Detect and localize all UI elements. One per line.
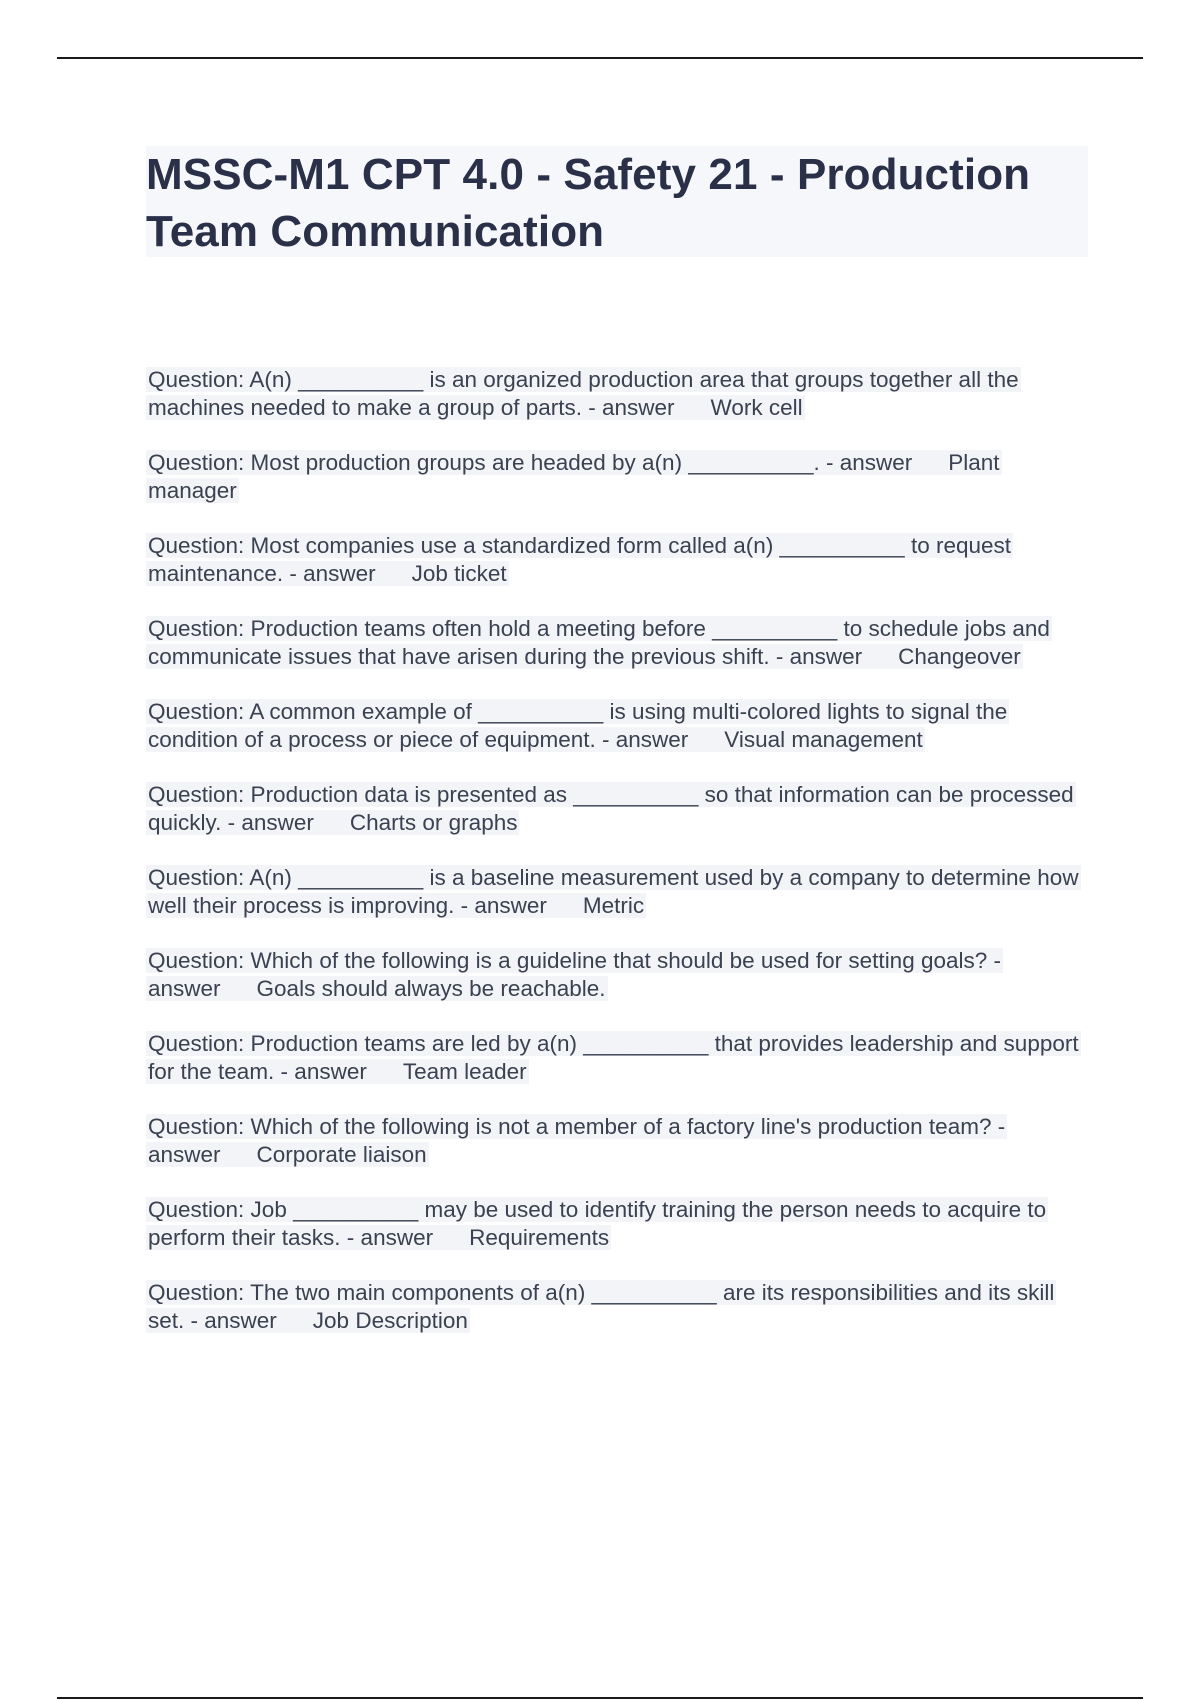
question-text: Question: Which of the following is not a member of a factory line's production team? - answer (148, 1114, 1006, 1167)
answer-text: Metric (582, 893, 645, 918)
question-text: Question: Production data is presented as __________ so that information can be processed quickly. - answer (148, 782, 1074, 835)
answer-text: Corporate liaison (256, 1142, 427, 1167)
question-text: Question: Most companies use a standardized form called a(n) __________ to request maintenance. - answer (148, 533, 1012, 586)
answer-text: Visual management (724, 727, 923, 752)
question-text: Question: Job __________ may be used to identify training the person needs to acquire to perform their tasks. - answer (148, 1197, 1047, 1250)
question-item (146, 781, 1096, 837)
question-item (146, 366, 1096, 422)
title-block (146, 146, 1088, 257)
page-title: MSSC-M1 CPT 4.0 - Safety 21 - Production Team Communication (146, 150, 1031, 256)
answer-text: Job Description (312, 1308, 468, 1333)
question-text-highlight (146, 1031, 1081, 1084)
question-list (146, 366, 1096, 1362)
question-text: Question: Production teams often hold a meeting before __________ to schedule jobs and communicate issues that have arisen during the previous shift. - answer (148, 616, 1050, 669)
answer-text: Requirements (469, 1225, 610, 1250)
answer-text: Changeover (898, 644, 1021, 669)
answer-text: Team leader (402, 1059, 527, 1084)
question-text: Question: Which of the following is a guideline that should be used for setting goals? - answer (148, 948, 1002, 1001)
question-item (146, 1030, 1096, 1086)
question-text-highlight (146, 865, 1081, 918)
question-text-highlight (146, 367, 1021, 420)
question-item (146, 532, 1096, 588)
answer-text: Job ticket (411, 561, 507, 586)
question-text-highlight (146, 782, 1076, 835)
question-text: Question: The two main components of a(n) __________ are its responsibilities and its skill set. - answer (148, 1280, 1055, 1333)
question-item (146, 864, 1096, 920)
question-item (146, 1113, 1096, 1169)
question-item (146, 449, 1096, 505)
question-text-highlight (146, 1280, 1056, 1333)
question-item (146, 698, 1096, 754)
question-text: Question: A(n) __________ is an organized production area that groups together all the machines needed to make a group of parts. - answer (148, 367, 1019, 420)
question-text: Question: A common example of __________ is using multi-colored lights to signal the condition of a process or piece of equipment. - answer (148, 699, 1008, 752)
question-text: Question: Most production groups are headed by a(n) __________. - answer (148, 450, 913, 475)
question-text-highlight (146, 1197, 1048, 1250)
question-text-highlight (146, 450, 1002, 503)
answer-text: Charts or graphs (349, 810, 518, 835)
bottom-rule (57, 1697, 1143, 1699)
question-item (146, 1279, 1096, 1335)
question-text-highlight (146, 948, 1003, 1001)
answer-text: Goals should always be reachable. (256, 976, 606, 1001)
question-text: Question: A(n) __________ is a baseline measurement used by a company to determine how well their process is improving. - answer (148, 865, 1079, 918)
question-item (146, 615, 1096, 671)
question-text-highlight (146, 616, 1052, 669)
question-item (146, 1196, 1096, 1252)
question-text-highlight (146, 533, 1013, 586)
answer-text: Plant manager (148, 450, 1000, 503)
top-rule (57, 57, 1143, 59)
question-text-highlight (146, 1114, 1007, 1167)
question-text-highlight (146, 699, 1009, 752)
question-text: Question: Production teams are led by a(n) __________ that provides leadership and support for the team. - answer (148, 1031, 1079, 1084)
question-item (146, 947, 1096, 1003)
answer-text: Work cell (710, 395, 803, 420)
